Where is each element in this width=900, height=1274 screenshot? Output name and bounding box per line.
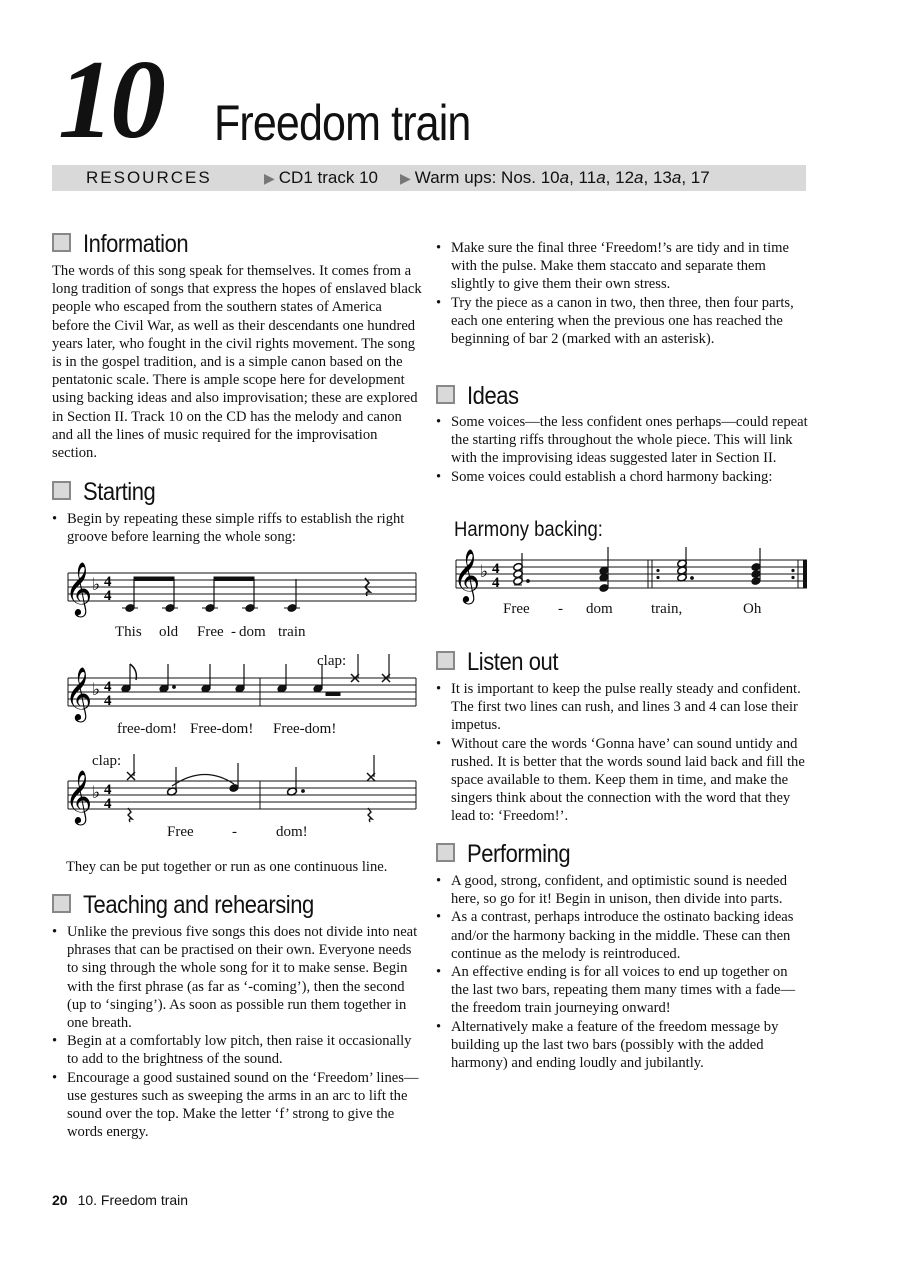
resources-label: RESOURCES — [86, 168, 212, 187]
listen-out-heading: Listen out — [436, 648, 570, 676]
flat-icon: ♭ — [92, 575, 101, 595]
riffs-note: They can be put together or run as one continuous line. — [66, 859, 388, 875]
checkbox-square-icon — [52, 481, 71, 500]
page-footer — [52, 1192, 188, 1208]
warmup-suffix: a — [559, 168, 570, 187]
list-item: • An effective ending is for all voices to end up together on the last two bars, repeating them many times with a fade—the freedom train journeying onward! — [436, 963, 808, 1018]
treble-clef-icon: 𝄞 — [65, 769, 93, 823]
riff3-clap-label: clap: — [92, 753, 122, 769]
checkbox-square-icon — [436, 843, 455, 862]
riff1-lyric: dom — [239, 624, 266, 640]
list-item: • Unlike the previous five songs this does not divide into neat phrases that can be practised on their own. Everyone needs to sing through the whole song for it to make sense. Begin with the first phrase (as far as ‘-coming’), then the second (up to ‘singing’). As soon as possible run them together in one breath. — [52, 923, 422, 1032]
ideas-heading: Ideas — [436, 382, 526, 410]
running-title: 10. Freedom train — [77, 1192, 189, 1208]
play-arrow-icon: ▶ — [400, 170, 411, 186]
treble-clef-icon: 𝄞 — [65, 666, 93, 720]
resource-cd-track — [264, 165, 378, 191]
riff1-lyric: This — [115, 624, 142, 640]
teaching-list — [52, 923, 422, 1141]
checkbox-square-icon — [436, 651, 455, 670]
teaching-heading: Teaching and rehearsing — [52, 891, 345, 919]
chapter-number: 10 — [58, 38, 162, 162]
list-item: • Encourage a good sustained sound on the ‘Freedom’ lines—use gestures such as sweeping the arms in an arc to lift the sound over the top. Make the letter ‘f’ strong to give the words energy. — [52, 1069, 422, 1142]
checkbox-square-icon — [52, 894, 71, 913]
list-item: • Begin by repeating these simple riffs to establish the right groove before learning the whole song: — [52, 510, 422, 546]
riff3-lyric: Free — [167, 824, 194, 840]
chapter-title: Freedom train — [214, 95, 471, 151]
play-arrow-icon: ▶ — [264, 170, 275, 186]
riff1-lyric: - — [231, 624, 236, 640]
riff2-lyric: free-dom! — [117, 721, 177, 737]
svg-text:4: 4 — [492, 575, 500, 591]
riff2-lyric: Free-dom! — [273, 721, 337, 737]
harmony-backing-title: Harmony backing: — [454, 518, 603, 541]
right-top-list — [436, 239, 808, 348]
warmup-num: , 17 — [681, 168, 710, 187]
list-item: • Make sure the final three ‘Freedom!’s are tidy and in time with the pulse. Make them staccato and separate them slightly to give them their own stress. — [436, 239, 808, 294]
warmup-num: , 12 — [605, 168, 635, 187]
warmup-suffix: a — [671, 168, 682, 187]
svg-text:4: 4 — [104, 588, 112, 604]
performing-list — [436, 872, 808, 1072]
treble-clef-icon: 𝄞 — [453, 548, 481, 602]
list-item: • It is important to keep the pulse really steady and confident. The first two lines can rush, and lines 3 and 4 can lose their impetus. — [436, 680, 808, 735]
harmony-lyric: Free — [503, 601, 530, 617]
harmony-lyric: dom — [586, 601, 613, 617]
page-number: 20 — [52, 1192, 68, 1208]
resource-cd-track-text: CD1 track 10 — [278, 168, 378, 187]
starting-heading: Starting — [52, 478, 165, 506]
svg-text:4: 4 — [104, 679, 112, 695]
riff2-lyric: Free-dom! — [190, 721, 254, 737]
ideas-list — [436, 413, 808, 486]
warmup-suffix: a — [634, 168, 644, 187]
warmup-suffix: a — [596, 168, 606, 187]
list-item: • Some voices could establish a chord harmony backing: — [436, 468, 808, 486]
resource-warmups — [400, 165, 710, 191]
list-item: • Some voices—the less confident ones perhaps—could repeat the starting riffs throughout the whole piece. This will link with the improvising ideas suggested later in Section II. — [436, 413, 808, 468]
svg-text:4: 4 — [104, 782, 112, 798]
riff3-staff — [60, 752, 425, 832]
information-text: The words of this song speak for themselves. It comes from a long tradition of songs that express the hopes of enslaved black people who escaped from the southern states of America before the Civil War, as well as their descendants one hundred years later, who fought in the civil rights movement. The song is in the gospel tradition, and is a simple canon based on the pentatonic scale. There is ample scope here for development using backing ideas and also improvisation; these are explored in Section II. Track 10 on the CD has the melody and canon and all the lines of music required for the improvisation section. — [52, 263, 422, 462]
riff2-staff — [60, 650, 425, 725]
list-item: • Without care the words ‘Gonna have’ can sound untidy and rushed. It is better that the words sound laid back and fill the space available to them. Keep them in time, and make the singers think about the connection with the word that they lead to: ‘Freedom!’. — [436, 735, 808, 826]
starting-list — [52, 510, 422, 546]
svg-text:4: 4 — [104, 796, 112, 812]
harmony-lyric: Oh — [743, 601, 762, 617]
svg-text:4: 4 — [492, 561, 500, 577]
treble-clef-icon: 𝄞 — [65, 561, 93, 615]
harmony-staff — [448, 545, 818, 607]
riff3-lyric: - — [232, 824, 237, 840]
checkbox-square-icon — [52, 233, 71, 252]
riff1-lyric: Free — [197, 624, 224, 640]
svg-text:4: 4 — [104, 574, 112, 590]
harmony-lyric: train, — [651, 601, 683, 617]
riff1-lyric: old — [159, 624, 179, 640]
resources-bar — [52, 165, 806, 191]
svg-text:4: 4 — [104, 693, 112, 709]
list-item: • Try the piece as a canon in two, then three, then four parts, each one entering when the previous one has reached the beginning of bar 2 (marked with an asterisk). — [436, 294, 808, 349]
listen-out-list — [436, 680, 808, 826]
information-heading: Information — [52, 230, 203, 258]
flat-icon: ♭ — [92, 680, 101, 700]
list-item: • As a contrast, perhaps introduce the ostinato backing ideas and/or the harmony backing in the middle. These can then continue as the melody is reintroduced. — [436, 908, 808, 963]
list-item: • Begin at a comfortably low pitch, then raise it occasionally to add to the brightness of the sound. — [52, 1032, 422, 1068]
list-item: • A good, strong, confident, and optimistic sound is needed here, so go for it! Begin in unison, then divide into parts. — [436, 872, 808, 908]
flat-icon: ♭ — [92, 783, 101, 803]
riff1-lyric: train — [278, 624, 306, 640]
riff3-lyric: dom! — [276, 824, 308, 840]
checkbox-square-icon — [436, 385, 455, 404]
performing-heading: Performing — [436, 840, 584, 868]
list-item: • Alternatively make a feature of the freedom message by building up the last two bars (possibly with the added harmony) and ending loudly and jubilantly. — [436, 1018, 808, 1073]
warmup-num: , 13 — [643, 168, 672, 187]
riff2-clap-label: clap: — [317, 653, 347, 669]
harmony-lyric: - — [558, 601, 563, 617]
flat-icon: ♭ — [480, 562, 489, 582]
resource-warmups-text: Warm ups: Nos. 10 — [414, 168, 560, 187]
warmup-num: , 11 — [569, 168, 597, 187]
